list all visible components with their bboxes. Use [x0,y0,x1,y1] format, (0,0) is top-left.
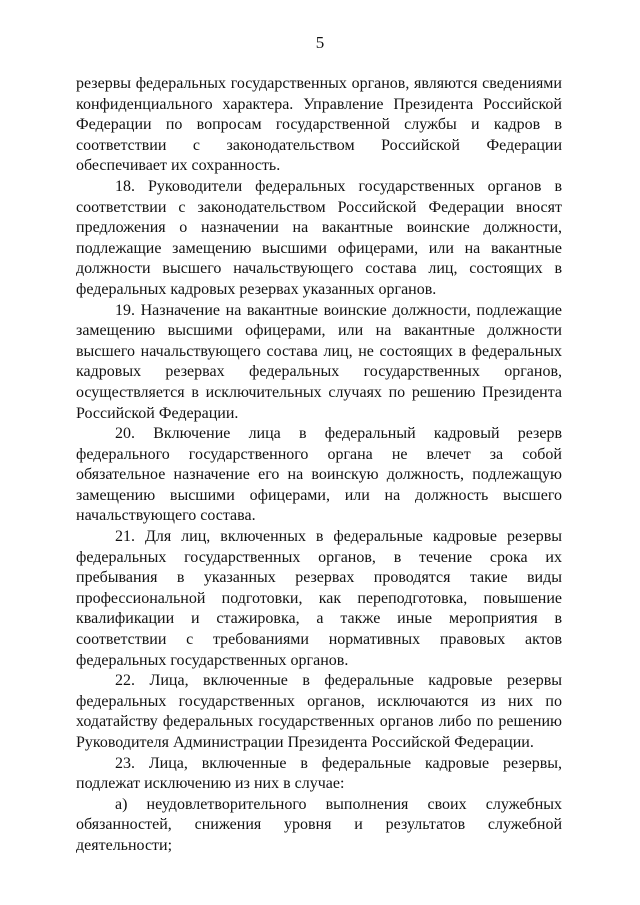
paragraph-20: 20. Включение лица в федеральный кадровый резерв федерального государственного органа не влечет за собой обязательное назначение его на воинскую должность, подлежащую замещению высшими офицерами, или на должность высшего начальствующего состава. [76,425,562,525]
paragraph-23-a: а) неудовлетворительного выполнения своих служебных обязанностей, снижения уровня и результатов служебной деятельности; [76,795,562,854]
paragraph-22: 22. Лица, включенные в федеральные кадровые резервы федеральных государственных органов, исключаются из них по ходатайству федеральных государственных органов либо по решению Руководителя Администрации Президента Российской Федерации. [76,672,562,751]
page-number: 5 [315,33,325,52]
paragraph-18: 18. Руководители федеральных государственных органов в соответствии с законодательством Российской Федерации вносят предложения о назначении на вакантные воинские должности, подлежащие замещению высшими офицерами, или на вакантные должности высшего начальствующего состава лиц, состоящих в федеральных кадровых резервах указанных органов. [76,177,562,298]
paragraph-19: 19. Назначение на вакантные воинские должности, подлежащие замещению высшими офицерами, или на вакантные должности высшего начальствующего состава лиц, не состоящих в федеральных кадровых резервах федеральных государственных органов, осуществляется в исключительных случаях по решению Президента Российской Федерации. [76,301,562,422]
paragraph-21: 21. Для лиц, включенных в федеральные кадровые резервы федеральных государственных органов, в течение срока их пребывания в указанных резервах проводятся такие виды профессиональной подготовки, как переподготовка, повышение квалификации и стажировка, а также иные мероприятия в соответствии с требованиями нормативных правовых актов федеральных государственных органов. [76,528,562,669]
paragraph-23: 23. Лица, включенные в федеральные кадровые резервы, подлежат исключению из них в случае: [76,754,562,793]
paragraph-continued: резервы федеральных государственных органов, являются сведениями конфиденциального характера. Управление Президента Российской Федерации по вопросам государственной службы и кадров в соответствии с законодательством Российской Федерации обеспечивает их сохранность. [76,75,562,175]
document-body [76,74,562,857]
